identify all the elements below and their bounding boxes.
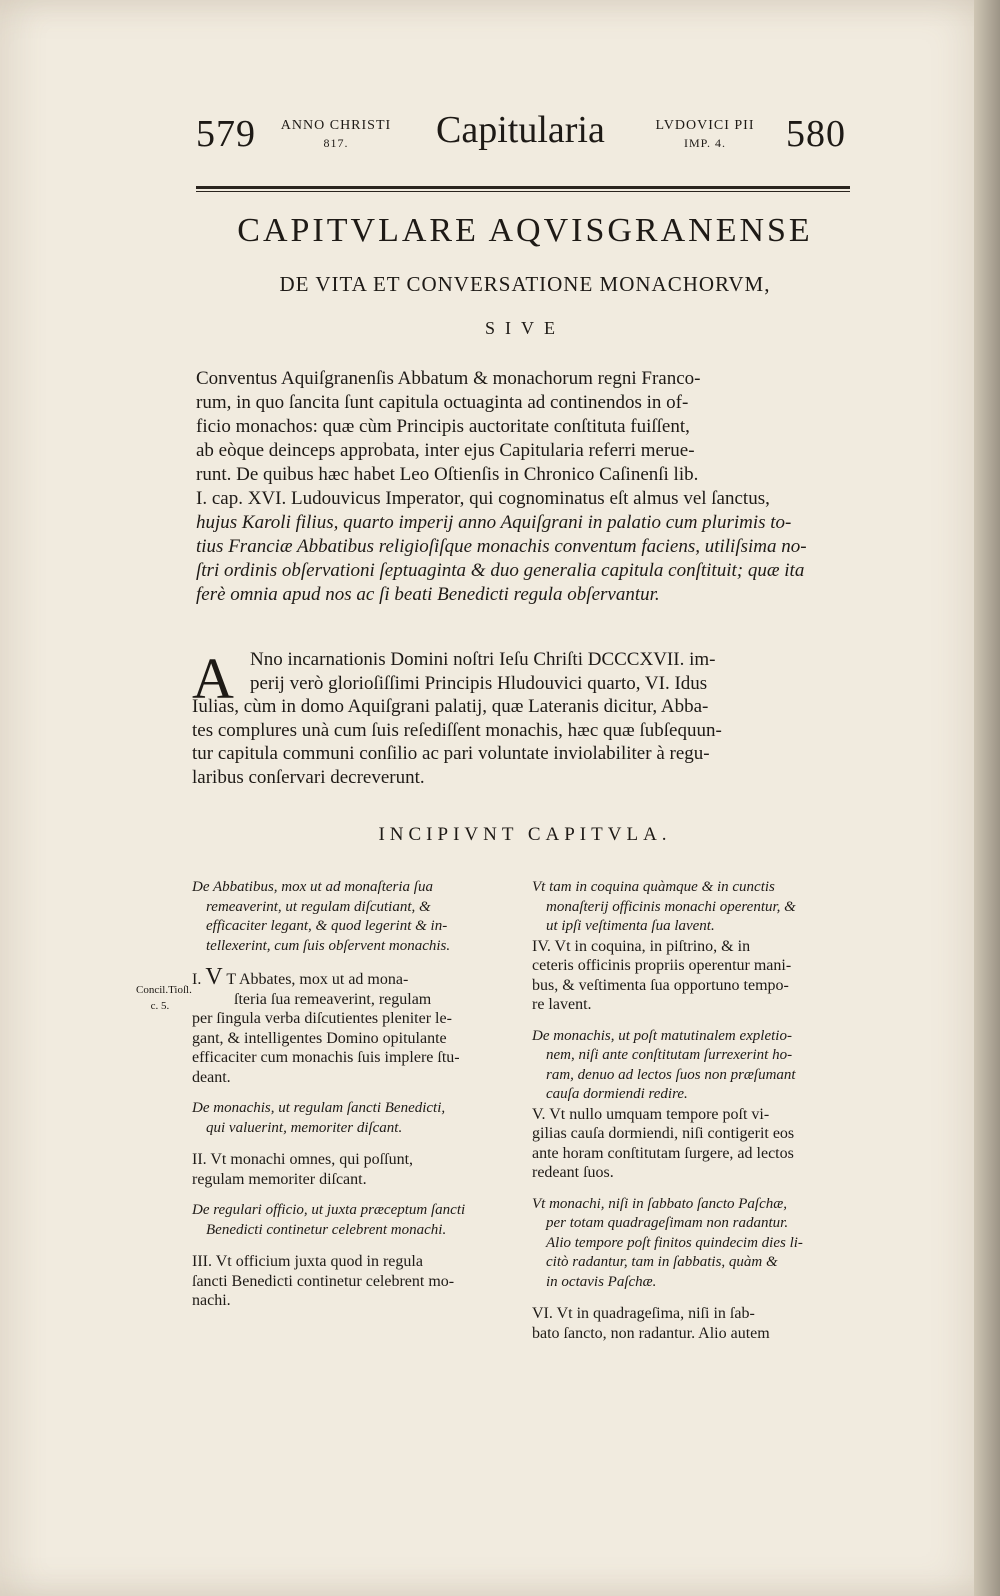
body-line: redeant ſuos. bbox=[532, 1164, 614, 1181]
body-line: deant. bbox=[192, 1068, 231, 1086]
ludovici-pii: LVDOVICI PII bbox=[655, 118, 755, 133]
opening-paragraph bbox=[192, 648, 852, 789]
opening-line: tur capitula communi conſilio ac pari voluntate inviolabiliter à regu- bbox=[192, 743, 710, 764]
heading-line: efficaciter legant, & quod legerint & in- bbox=[206, 918, 448, 934]
heading-line: remeaverint, ut regulam diſcutiant, & bbox=[206, 898, 431, 915]
intro-italic-line: ferè omnia apud nos ac ſi beati Benedicti regula obſervantur. bbox=[196, 584, 660, 605]
intro-line: rum, in quo ſancita ſunt capitula octuaginta ad continendos in of- bbox=[196, 392, 689, 413]
margin-note-line: Concil. bbox=[136, 984, 169, 996]
chapter-1 bbox=[192, 964, 517, 1087]
heading-line: monaſterij officinis monachi operentur, & bbox=[546, 898, 796, 915]
body-line: re lavent. bbox=[532, 996, 592, 1013]
body-line: III. Vt officium juxta quod in regula bbox=[192, 1253, 423, 1270]
heading-line: in octavis Paſchæ. bbox=[546, 1273, 657, 1290]
intro-line: runt. De quibus hæc habet Leo Oſtienſis in Chronico Caſinenſi lib. bbox=[196, 464, 699, 485]
body-line: bus, & veſtimenta ſua opportuno tempo- bbox=[532, 976, 789, 994]
subtitle: DE VITA ET CONVERSATIONE MONACHORVM, bbox=[279, 272, 771, 296]
chapter-4 bbox=[532, 937, 852, 1015]
heading-line: De monachis, ut poſt matutinalem expletio- bbox=[532, 1027, 792, 1044]
chapter-heading-2 bbox=[192, 1099, 517, 1138]
body-line: VI. Vt in quadrageſima, niſi in ſab- bbox=[532, 1305, 755, 1322]
chapter-heading-4 bbox=[532, 878, 852, 937]
running-head-right-label bbox=[640, 118, 770, 151]
heading-line: Alio tempore poſt finitos quindecim dies li- bbox=[546, 1234, 803, 1251]
anno-christi: ANNO CHRISTI bbox=[280, 118, 392, 133]
opening-line: Iulias, cùm in domo Aquiſgrani palatij, quæ Lateranis dicitur, Abba- bbox=[192, 696, 709, 717]
chapter-1-number: I. bbox=[192, 971, 202, 988]
heading-line: Vt monachi, niſi in ſabbato ſancto Paſchæ, bbox=[532, 1195, 787, 1212]
page-number-left: 579 bbox=[196, 113, 256, 155]
drop-cap-v: V bbox=[205, 964, 223, 990]
sive-label: SIVE bbox=[485, 318, 565, 338]
chapter-heading-3 bbox=[192, 1201, 517, 1240]
main-title: CAPITVLARE AQVISGRANENSE bbox=[237, 212, 813, 249]
chapter-1-first-line bbox=[192, 964, 517, 990]
body-line: ante horam conſtitutam ſurgere, ad lectos bbox=[532, 1144, 794, 1162]
heading-line: tellexerint, cum ſuis obſervent monachis. bbox=[206, 937, 451, 954]
margin-note-line: Tioſl. c. 5. bbox=[150, 984, 192, 1012]
chapter-heading-5 bbox=[532, 1027, 852, 1105]
body-line: V. Vt nullo umquam tempore poſt vi- bbox=[532, 1105, 770, 1123]
body-line: efficaciter cum monachis ſuis implere ſtu- bbox=[192, 1049, 460, 1066]
chapter-1-text-a: T Abbates, mox ut ad mona- bbox=[226, 971, 409, 988]
drop-cap-a: A bbox=[192, 646, 234, 711]
body-line: gilias cauſa dormiendi, niſi contigerit eos bbox=[532, 1125, 795, 1142]
opening-line: Nno incarnationis Domini noſtri Ieſu Chriſti DCCCXVII. im- bbox=[250, 649, 716, 670]
running-head-left-label bbox=[271, 118, 401, 151]
chapter-1-text-b: ſteria ſua remeaverint, regulam bbox=[234, 990, 432, 1008]
intro-italic-line: hujus Karoli filius, quarto imperij anno Aquiſgrani in palatio cum plurimis to- bbox=[196, 512, 792, 533]
year: 817. bbox=[323, 136, 349, 150]
intro-italic-line: tius Franciæ Abbatibus religioſiſque monachis conventum faciens, utiliſsima no- bbox=[196, 536, 807, 557]
intro-line: ab eòque deinceps approbata, inter ejus Capitularia referri merue- bbox=[196, 440, 695, 461]
heading-line: Benedicti continetur celebrent monachi. bbox=[206, 1221, 447, 1238]
intro-line: I. cap. XVI. Ludouvicus Imperator, qui cognominatus eſt almus vel ſanctus, bbox=[196, 488, 770, 509]
margin-note bbox=[136, 982, 192, 1014]
right-column bbox=[532, 878, 852, 1355]
left-column bbox=[192, 878, 517, 1323]
heading-line: De regulari officio, ut juxta præceptum ſancti bbox=[192, 1202, 466, 1218]
heading-line: per totam quadrageſimam non radantur. bbox=[546, 1215, 789, 1231]
heading-line: ram, denuo ad lectos ſuos non præſumant bbox=[546, 1066, 796, 1083]
page-edge bbox=[974, 0, 1000, 1596]
chapter-3 bbox=[192, 1252, 517, 1311]
heading-line: ut ipſi veſtimenta ſua lavent. bbox=[546, 918, 715, 934]
incipiunt-heading: INCIPIVNT CAPITVLA. bbox=[378, 824, 672, 845]
heading-line: citò radantur, tam in ſabbatis, quàm & bbox=[546, 1254, 778, 1270]
heading-line: De Abbatibus, mox ut ad monaſteria ſua bbox=[192, 879, 433, 895]
chapter-2 bbox=[192, 1150, 517, 1189]
head-rule-thin bbox=[196, 191, 850, 192]
opening-line: tes complures unà cum ſuis reſediſſent monachis, hæc quæ ſubſequun- bbox=[192, 719, 722, 741]
body-line: IV. Vt in coquina, in piſtrino, & in bbox=[532, 937, 751, 955]
page-number-right: 580 bbox=[786, 113, 846, 155]
body-line: II. Vt monachi omnes, qui poſſunt, bbox=[192, 1151, 414, 1168]
heading-line: Vt tam in coquina quàmque & in cunctis bbox=[532, 879, 775, 895]
imperii-year: IMP. 4. bbox=[683, 136, 726, 150]
chapter-heading-6 bbox=[532, 1195, 852, 1293]
chapter-5 bbox=[532, 1105, 852, 1183]
body-line: gant, & intelligentes Domino opitulante bbox=[192, 1029, 447, 1047]
opening-line: laribus conſervari decreverunt. bbox=[192, 766, 425, 788]
chapter-6 bbox=[532, 1304, 852, 1343]
body-line: ſancti Benedicti continetur celebrent mo- bbox=[192, 1272, 455, 1290]
intro-italic-line: ſtri ordinis obſervationi ſeptuaginta & duo generalia capitula conſtituit; quæ ita bbox=[196, 560, 805, 581]
opening-line: perij verò glorioſiſſimi Principis Hludouvici quarto, VI. Idus bbox=[250, 672, 708, 694]
intro-line: ficio monachos: quæ cùm Principis auctoritate conſtituta fuiſſent, bbox=[196, 416, 690, 437]
heading-line: qui valuerint, memoriter diſcant. bbox=[206, 1119, 403, 1136]
heading-line: cauſa dormiendi redire. bbox=[546, 1086, 688, 1102]
body-line: bato ſancto, non radantur. Alio autem bbox=[532, 1324, 770, 1342]
body-line: ceteris officinis propriis operentur mani- bbox=[532, 957, 792, 974]
body-line: regulam memoriter diſcant. bbox=[192, 1170, 367, 1188]
intro-paragraph bbox=[196, 367, 851, 607]
chapter-heading-1 bbox=[192, 878, 517, 956]
body-line: per ſingula verba diſcutientes pleniter le- bbox=[192, 1010, 452, 1027]
heading-line: nem, niſi ante conſtitutam ſurrexerint ho- bbox=[546, 1047, 793, 1063]
running-head-title: Capitularia bbox=[436, 109, 605, 151]
head-rule bbox=[196, 186, 850, 189]
intro-line: Conventus Aquiſgranenſis Abbatum & monachorum regni Franco- bbox=[196, 368, 701, 389]
body-line: nachi. bbox=[192, 1292, 231, 1309]
heading-line: De monachis, ut regulam ſancti Benedicti, bbox=[192, 1100, 446, 1116]
running-head bbox=[196, 109, 846, 172]
